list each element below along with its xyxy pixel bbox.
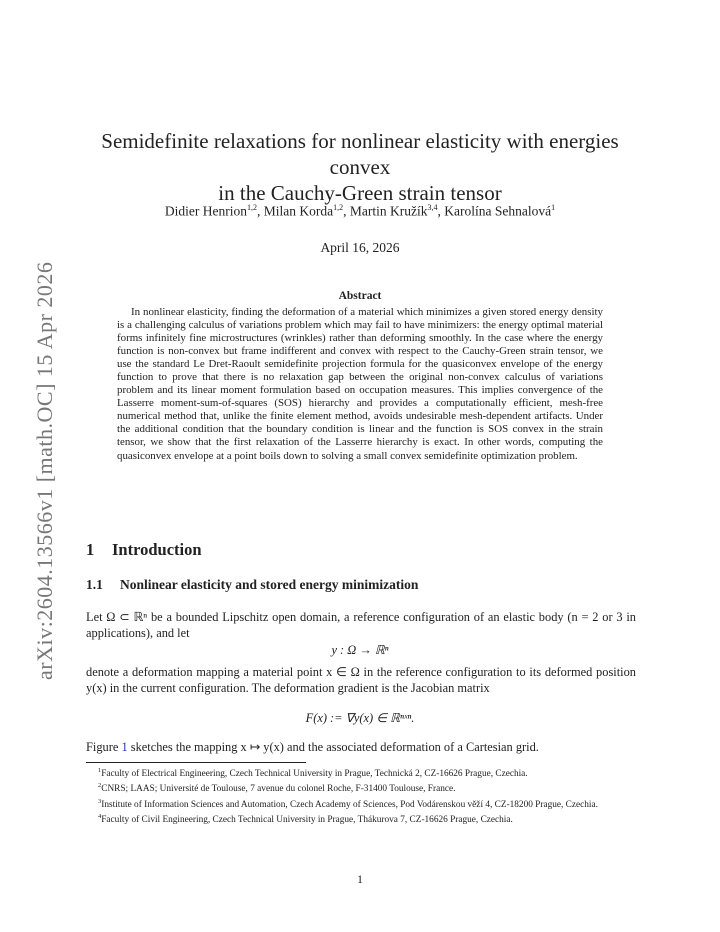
arxiv-sidebar [12, 230, 57, 680]
equation-gradient: F(x) := ∇y(x) ∈ ℝⁿˣⁿ. [305, 711, 415, 725]
subsection-number: 1.1 [86, 577, 103, 592]
paper-title [80, 128, 640, 206]
paragraph-1: Let Ω ⊂ ℝⁿ be a bounded Lipschitz open domain, a reference configuration of an elastic body (n = 2 or 3 in applications), and let [86, 610, 636, 640]
footnote [86, 780, 638, 795]
footnote [86, 765, 638, 780]
footnote-text: Faculty of Civil Engineering, Czech Technical University in Prague, Thákurova 7, CZ-16626 Prague, Czechia. [101, 815, 513, 826]
author-list: Didier Henrion$^{1,2}$, Milan Korda$^{1,2}$, Martin Kružík$^{3,4}$, Karolína Sehnalová$^1$ [164, 203, 556, 219]
footnotes [86, 765, 638, 827]
footnote-mark: 2 [98, 782, 102, 790]
arxiv-identifier[interactable]: arXiv:2604.13566v1 [math.OC] 15 Apr 2026 [32, 261, 57, 680]
title-line-2: in the Cauchy-Green strain tensor [218, 181, 502, 205]
section-number: 1 [86, 540, 95, 559]
footnote-mark: 3 [98, 797, 102, 805]
paper-date: April 16, 2026 [320, 240, 400, 255]
subsection-title: Nonlinear elasticity and stored energy minimization [120, 577, 419, 592]
footnote-mark: 1 [98, 767, 102, 774]
footnote [86, 796, 638, 811]
author-name: Martin Kružík [349, 203, 428, 219]
author-name: Karolína Sehnalová [444, 203, 552, 219]
paragraph-2: denote a deformation mapping a material point x ∈ Ω in the reference configuration to its deformed position y(x) in the current configuration. The deformation gradient is the Jacobian matrix [86, 665, 636, 695]
footnote-mark: 4 [98, 813, 102, 821]
footnote-divider [86, 762, 306, 763]
abstract-text: In nonlinear elasticity, finding the deformation of a material which minimizes a given stored energy density is a challenging calculus of variations problem which may fail to have minimizers: the energy optimal material forms infinitely fine microstructures (wrinkles) rather than deforming smoothly. In the case where the energy function is non-convex but frame indifferent and convex with respect to the Cauchy-Green strain tensor, we use the standard Le Dret-Raoult semidefinite projection formula for the quasiconvex envelope of the energy function to prove that there is no relaxation gap between the original non-convex calculus of variations problem and its linear moment formulation based on occupation measures. This implies convergence of the Lasserre moment-sum-of-squares (SOS) hierarchy and provides a computationally efficient, mesh-free numerical method that, unlike the finite element method, avoids undesirable mesh-dependent artifacts. Under the additional condition that the boundary condition is linear and the function is SOS convex in the strain tensor, we show that the first relaxation of the Lasserre hierarchy is exact. In other words, computing the quasiconvex envelope at a point boils down to solving a small convex semidefinite optimization problem. [117, 306, 603, 462]
abstract-body [117, 306, 603, 463]
footnote-text: Faculty of Electrical Engineering, Czech Technical University in Prague, Technická 2, CZ-16626 Prague, Czechia. [101, 769, 528, 780]
section-heading [86, 540, 202, 560]
author-affiliation: 1 [551, 203, 556, 212]
paragraph-3-start: Figure [86, 740, 122, 754]
author-affiliation: 1,2 [333, 203, 344, 212]
abstract-heading: Abstract [338, 290, 382, 302]
paragraph-3-end: sketches the mapping x ↦ y(x) and the associated deformation of a Cartesian grid. [127, 740, 539, 754]
footnote [86, 811, 638, 826]
author-affiliation: 1,2 [247, 203, 258, 212]
equation-mapping: y : Ω → ℝⁿ [331, 643, 389, 657]
author-name: Didier Henrion [164, 203, 248, 219]
footnote-text: CNRS; LAAS; Université de Toulouse, 7 avenue du colonel Roche, F-31400 Toulouse, France. [101, 784, 456, 795]
figure-reference-link[interactable]: 1 [121, 740, 128, 754]
subsection-heading [86, 577, 418, 593]
author-affiliation: 3,4 [427, 203, 438, 212]
page-number: 1 [357, 872, 363, 886]
section-title: Introduction [112, 540, 202, 559]
footnote-text: Institute of Information Sciences and Automation, Czech Academy of Sciences, Pod Vodárenskou věží 4, CZ-18200 Prague, Czechia. [101, 799, 598, 810]
paragraph-3 [86, 739, 636, 755]
author-name: Milan Korda [263, 203, 334, 219]
title-line-1: Semidefinite relaxations for nonlinear elasticity with energies convex [101, 129, 619, 179]
